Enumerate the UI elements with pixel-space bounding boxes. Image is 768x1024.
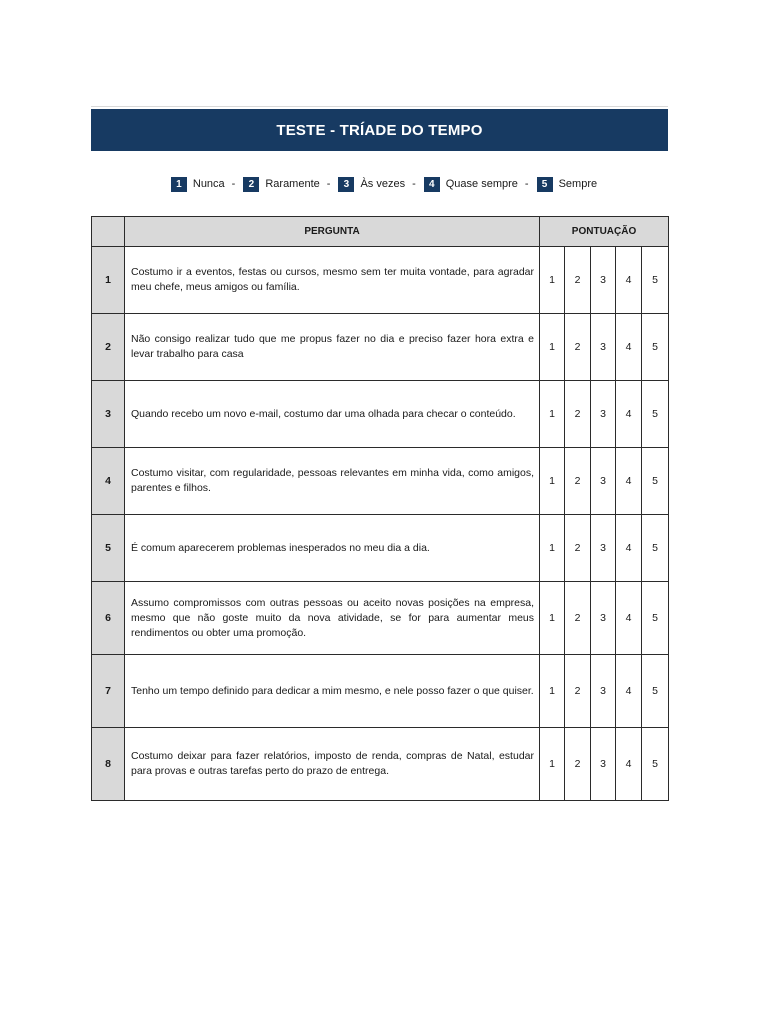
question-text: Assumo compromissos com outras pessoas ou aceito novas posições na empresa, mesmo que não goste muito da nova atividade, se for para aumentar meus rendimentos ou obter uma promoção. bbox=[125, 582, 540, 655]
score-option-4[interactable]: 4 bbox=[616, 728, 642, 801]
table-row bbox=[92, 582, 669, 655]
header-score: PONTUAÇÃO bbox=[540, 217, 669, 247]
question-text: Tenho um tempo definido para dedicar a mim mesmo, e nele posso fazer o que quiser. bbox=[125, 655, 540, 728]
table-row bbox=[92, 728, 669, 801]
question-number: 1 bbox=[92, 247, 125, 314]
table-row bbox=[92, 381, 669, 448]
table-row bbox=[92, 314, 669, 381]
score-option-1[interactable]: 1 bbox=[540, 582, 565, 655]
score-option-5[interactable]: 5 bbox=[642, 582, 669, 655]
score-option-5[interactable]: 5 bbox=[642, 448, 669, 515]
score-option-4[interactable]: 4 bbox=[616, 582, 642, 655]
legend-number-badge: 2 bbox=[243, 177, 259, 192]
legend-number-badge: 4 bbox=[424, 177, 440, 192]
score-option-1[interactable]: 1 bbox=[540, 448, 565, 515]
score-option-1[interactable]: 1 bbox=[540, 247, 565, 314]
score-option-3[interactable]: 3 bbox=[591, 655, 616, 728]
legend-item-2 bbox=[243, 177, 319, 192]
score-option-4[interactable]: 4 bbox=[616, 448, 642, 515]
legend-separator: - bbox=[524, 178, 529, 190]
legend-item-4 bbox=[424, 177, 518, 192]
legend-number-badge: 1 bbox=[171, 177, 187, 192]
score-option-4[interactable]: 4 bbox=[616, 515, 642, 582]
question-number: 7 bbox=[92, 655, 125, 728]
header-number-cell bbox=[92, 217, 125, 247]
score-option-4[interactable]: 4 bbox=[616, 314, 642, 381]
question-text: Costumo deixar para fazer relatórios, imposto de renda, compras de Natal, estudar para provas e outras tarefas perto do prazo de entrega. bbox=[125, 728, 540, 801]
header-question: PERGUNTA bbox=[125, 217, 540, 247]
legend-label: Nunca bbox=[192, 178, 225, 190]
title-banner bbox=[91, 109, 668, 151]
legend-label: Sempre bbox=[558, 178, 598, 190]
question-number: 2 bbox=[92, 314, 125, 381]
quiz-table bbox=[91, 216, 669, 801]
score-option-5[interactable]: 5 bbox=[642, 655, 669, 728]
score-option-5[interactable]: 5 bbox=[642, 247, 669, 314]
score-option-1[interactable]: 1 bbox=[540, 314, 565, 381]
legend-label: Às vezes bbox=[360, 178, 406, 190]
score-option-5[interactable]: 5 bbox=[642, 314, 669, 381]
score-legend bbox=[0, 175, 768, 193]
score-option-2[interactable]: 2 bbox=[565, 655, 591, 728]
score-option-3[interactable]: 3 bbox=[591, 448, 616, 515]
question-number: 8 bbox=[92, 728, 125, 801]
question-number: 4 bbox=[92, 448, 125, 515]
table-row bbox=[92, 247, 669, 314]
question-text: Quando recebo um novo e-mail, costumo dar uma olhada para checar o conteúdo. bbox=[125, 381, 540, 448]
score-option-2[interactable]: 2 bbox=[565, 728, 591, 801]
top-divider bbox=[91, 106, 668, 107]
score-option-3[interactable]: 3 bbox=[591, 728, 616, 801]
score-option-2[interactable]: 2 bbox=[565, 515, 591, 582]
legend-separator: - bbox=[412, 178, 416, 190]
score-option-1[interactable]: 1 bbox=[540, 515, 565, 582]
question-text: Costumo visitar, com regularidade, pessoas relevantes em minha vida, como amigos, parentes e filhos. bbox=[125, 448, 540, 515]
question-number: 6 bbox=[92, 582, 125, 655]
score-option-3[interactable]: 3 bbox=[591, 314, 616, 381]
table-header-row bbox=[92, 217, 669, 247]
question-text: É comum aparecerem problemas inesperados no meu dia a dia. bbox=[125, 515, 540, 582]
legend-separator: - bbox=[231, 178, 236, 190]
score-option-5[interactable]: 5 bbox=[642, 728, 669, 801]
legend-item-3 bbox=[338, 177, 405, 192]
legend-item-1 bbox=[171, 177, 225, 192]
question-number: 3 bbox=[92, 381, 125, 448]
score-option-4[interactable]: 4 bbox=[616, 247, 642, 314]
question-number: 5 bbox=[92, 515, 125, 582]
score-option-1[interactable]: 1 bbox=[540, 728, 565, 801]
table-row bbox=[92, 655, 669, 728]
score-option-5[interactable]: 5 bbox=[642, 515, 669, 582]
legend-number-badge: 3 bbox=[338, 177, 354, 192]
score-option-4[interactable]: 4 bbox=[616, 381, 642, 448]
score-option-2[interactable]: 2 bbox=[565, 247, 591, 314]
score-option-2[interactable]: 2 bbox=[565, 448, 591, 515]
score-option-3[interactable]: 3 bbox=[591, 247, 616, 314]
page-title: TESTE - TRÍADE DO TEMPO bbox=[276, 121, 483, 139]
legend-number-badge: 5 bbox=[537, 177, 553, 192]
score-option-2[interactable]: 2 bbox=[565, 314, 591, 381]
score-option-2[interactable]: 2 bbox=[565, 381, 591, 448]
score-option-3[interactable]: 3 bbox=[591, 381, 616, 448]
table-row bbox=[92, 515, 669, 582]
table-row bbox=[92, 448, 669, 515]
score-option-2[interactable]: 2 bbox=[565, 582, 591, 655]
score-option-5[interactable]: 5 bbox=[642, 381, 669, 448]
legend-separator: - bbox=[326, 178, 331, 190]
score-option-3[interactable]: 3 bbox=[591, 515, 616, 582]
score-option-4[interactable]: 4 bbox=[616, 655, 642, 728]
legend-label: Raramente bbox=[265, 178, 320, 190]
legend-item-5 bbox=[537, 177, 598, 192]
score-option-1[interactable]: 1 bbox=[540, 655, 565, 728]
question-text: Não consigo realizar tudo que me propus fazer no dia e preciso fazer hora extra e levar trabalho para casa bbox=[125, 314, 540, 381]
question-text: Costumo ir a eventos, festas ou cursos, mesmo sem ter muita vontade, para agradar meu chefe, meus amigos ou família. bbox=[125, 247, 540, 314]
score-option-3[interactable]: 3 bbox=[591, 582, 616, 655]
legend-label: Quase sempre bbox=[445, 178, 518, 190]
score-option-1[interactable]: 1 bbox=[540, 381, 565, 448]
